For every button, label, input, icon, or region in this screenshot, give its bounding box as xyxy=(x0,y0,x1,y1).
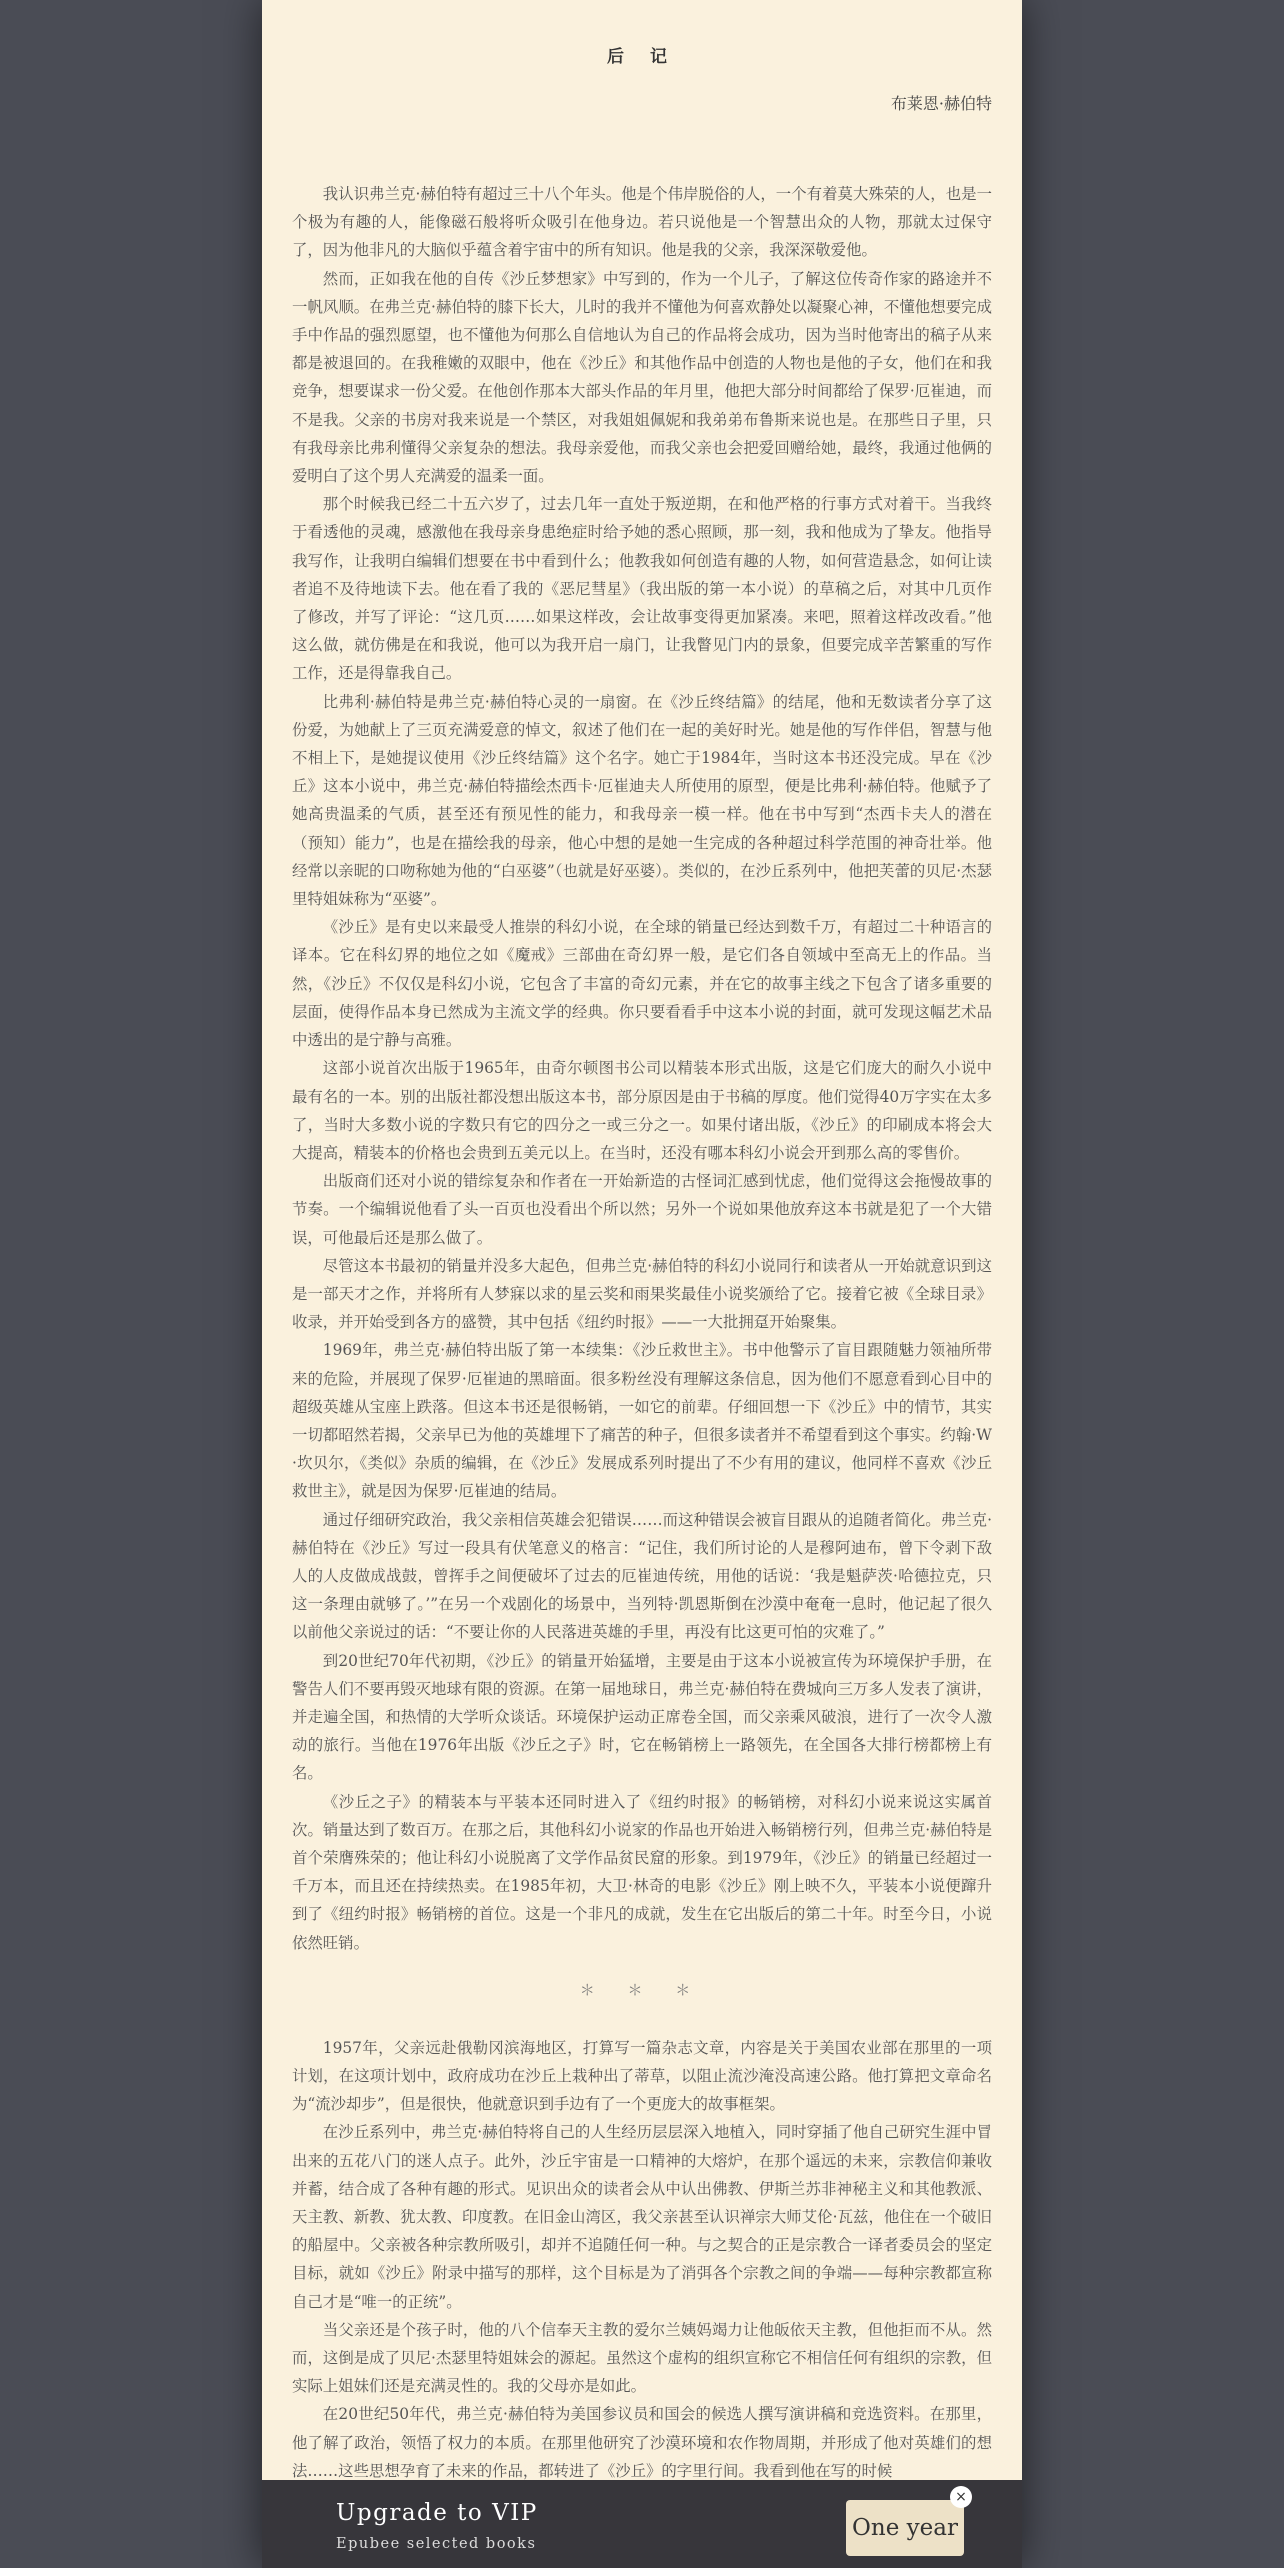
chapter-author: 布莱恩·赫伯特 xyxy=(890,94,992,113)
paragraph: 到20世纪70年代初期，《沙丘》的销量开始猛增，主要是由于这本小说被宣传为环境保护手册，在警告人们不要再毁灭地球有限的资源。在第一届地球日，弗兰克·赫伯特在费城向三万多人发表了演讲，并走遍全国，和热情的大学听众谈话。环境保护运动正席卷全国，而父亲乘风破浪，进行了一次令人激动的旅行。当他在1976年出版《沙丘之子》时，它在畅销榜上一路领先，在全国各大排行榜都榜上有名。 xyxy=(292,1651,992,1783)
paragraph: 《沙丘之子》的精装本与平装本还同时进入了《纽约时报》的畅销榜，对科幻小说来说这实属首次。销量达到了数百万。在那之后，其他科幻小说家的作品也开始进入畅销榜行列，但弗兰克·赫伯特是首个荣膺殊荣的；他让科幻小说脱离了文学作品贫民窟的形象。到1979年，《沙丘》的销量已经超过一千万本，而且还在持续热卖。在1985年初，大卫·林奇的电影《沙丘》刚上映不久，平装本小说便蹿升到了《纽约时报》畅销榜的首位。这是一个非凡的成就，发生在它出版后的第二十年。时至今日，小说依然旺销。 xyxy=(292,1792,992,1952)
section-separator: ＊ ＊ ＊ xyxy=(579,1980,705,1999)
page-content xyxy=(292,0,992,2485)
close-icon[interactable]: × xyxy=(950,2486,972,2508)
paragraph: 比弗利·赫伯特是弗兰克·赫伯特心灵的一扇窗。在《沙丘终结篇》的结尾，他和无数读者分享了这份爱，为她献上了三页充满爱意的悼文，叙述了他们在一起的美好时光。她是他的写作伴侣，智慧与他不相上下，是她提议使用《沙丘终结篇》这个名字。她亡于1984年，当时这本书还没完成。早在《沙丘》这本小说中，弗兰克·赫伯特描绘杰西卡·厄崔迪夫人所使用的原型，便是比弗利·赫伯特。他赋予了她高贵温柔的气质，甚至还有预见性的能力，和我母亲一模一样。他在书中写到“杰西卡夫人的潜在（预知）能力”，也是在描绘我的母亲，他心中想的是她一生完成的各种超过科学范围的神奇壮举。他经常以亲昵的口吻称她为他的“白巫婆”（也就是好巫婆）。类似的，在沙丘系列中，他把芙蕾的贝尼·杰瑟里特姐妹称为“巫婆”。 xyxy=(292,692,992,909)
paragraph: 尽管这本书最初的销量并没多大起色，但弗兰克·赫伯特的科幻小说同行和读者从一开始就意识到这是一部天才之作，并将所有人梦寐以求的星云奖和雨果奖最佳小说奖颁给了它。接着它被《全球目录》收录，并开始受到各方的盛赞，其中包括《纽约时报》——一大批拥趸开始聚集。 xyxy=(292,1256,992,1332)
one-year-button[interactable]: One year xyxy=(846,2500,964,2556)
paragraph: 这部小说首次出版于1965年，由奇尔顿图书公司以精装本形式出版，这是它们庞大的耐久小说中最有名的一本。别的出版社都没想出版这本书，部分原因是由于书稿的厚度。他们觉得40万字实在太多了，当时大多数小说的字数只有它的四分之一或三分之一。如果付诸出版，《沙丘》的印刷成本将会大大提高，精装本的价格也会贵到五美元以上。在当时，还没有哪本科幻小说会开到那么高的零售价。 xyxy=(292,1059,992,1162)
paragraph: 当父亲还是个孩子时，他的八个信奉天主教的爱尔兰姨妈竭力让他皈依天主教，但他拒而不从。然而，这倒是成了贝尼·杰瑟里特姐妹会的源起。虽然这个虚构的组织宣称它不相信任何有组织的宗教，但实际上姐妹们还是充满灵性的。我的父母亦是如此。 xyxy=(292,2320,992,2396)
reader-page xyxy=(262,0,1022,2568)
paragraph: 那个时候我已经二十五六岁了，过去几年一直处于叛逆期，在和他严格的行事方式对着干。当我终于看透他的灵魂，感激他在我母亲身患绝症时给予她的悉心照顾，那一刻，我和他成为了挚友。他指导我写作，让我明白编辑们想要在书中看到什么；他教我如何创造有趣的人物，如何营造悬念，如何让读者追不及待地读下去。他在看了我的《恶尼彗星》（我出版的第一本小说）的草稿之后，对其中几页作了修改，并写了评论：“这几页……如果这样改，会让故事变得更加紧凑。来吧，照着这样改改看。”他这么做，就仿佛是在和我说，他可以为我开启一扇门，让我瞥见门内的景象，但要完成辛苦繁重的写作工作，还是得靠我自己。 xyxy=(292,495,992,683)
paragraph: 在沙丘系列中，弗兰克·赫伯特将自己的人生经历层层深入地植入，同时穿插了他自己研究生涯中冒出来的五花八门的迷人点子。此外，沙丘宇宙是一口精神的大熔炉，在那个遥远的未来，宗教信仰兼收并蓄，结合成了各种有趣的形式。见识出众的读者会从中认出佛教、伊斯兰苏非神秘主义和其他教派、天主教、新教、犹太教、印度教。在旧金山湾区，我父亲甚至认识禅宗大师艾伦·瓦兹，他住在一个破旧的船屋中。父亲被各种宗教所吸引，却并不追随任何一种。与之契合的正是宗教合一译者委员会的坚定目标，就如《沙丘》附录中描写的那样，这个目标是为了消弭各个宗教之间的争端——每种宗教都宣称自己才是“唯一的正统”。 xyxy=(292,2123,992,2311)
vip-subtitle: Epubee selected books xyxy=(336,2536,537,2552)
paragraph: 《沙丘》是有史以来最受人推崇的科幻小说，在全球的销量已经达到数千万，有超过二十种语言的译本。它在科幻界的地位之如《魔戒》三部曲在奇幻界一般，是它们各自领域中至高无上的作品。当然，《沙丘》不仅仅是科幻小说，它包含了丰富的奇幻元素，并在它的故事主线之下包含了诸多重要的层面，使得作品本身已然成为主流文学的经典。你只要看看手中这本小说的封面，就可发现这幅艺术品中透出的是宁静与高雅。 xyxy=(292,918,992,1050)
vip-upgrade-banner xyxy=(262,2480,1022,2568)
paragraph: 出版商们还对小说的错综复杂和作者在一开始新造的古怪词汇感到忧虑，他们觉得这会拖慢故事的节奏。一个编辑说他看了头一百页也没看出个所以然；另外一个说如果他放弃这本书就是犯了一个大错误，可他最后还是那么做了。 xyxy=(292,1172,992,1247)
chapter-title: 后 记 xyxy=(607,47,677,67)
paragraph: 然而，正如我在他的自传《沙丘梦想家》中写到的，作为一个儿子，了解这位传奇作家的路途并不一帆风顺。在弗兰克·赫伯特的膝下长大，儿时的我并不懂他为何喜欢静处以凝聚心神，不懂他想要完成手中作品的强烈愿望，也不懂他为何那么自信地认为自己的作品将会成功，因为当时他寄出的稿子从来都是被退回的。在我稚嫩的双眼中，他在《沙丘》和其他作品中创造的人物也是他的子女，他们在和我竞争，想要谋求一份父爱。在他创作那本大部头作品的年月里，他把大部分时间都给了保罗·厄崔迪，而不是我。父亲的书房对我来说是一个禁区，对我姐姐佩妮和我弟弟布鲁斯来说也是。在那些日子里，只有我母亲比弗利懂得父亲复杂的想法。我母亲爱他，而我父亲也会把爱回赠给她，最终，我通过他俩的爱明白了这个男人充满爱的温柔一面。 xyxy=(292,269,992,486)
paragraph: 1957年，父亲远赴俄勒冈滨海地区，打算写一篇杂志文章，内容是关于美国农业部在那里的一项计划，在这项计划中，政府成功在沙丘上栽种出了蒂草，以阻止流沙淹没高速公路。他打算把文章命名为“流沙却步”，但是很快，他就意识到手边有了一个更庞大的故事框架。 xyxy=(292,2038,992,2114)
section-two xyxy=(292,2034,992,2485)
chapter-body xyxy=(292,180,992,2485)
paragraph: 我认识弗兰克·赫伯特有超过三十八个年头。他是个伟岸脱俗的人，一个有着莫大殊荣的人，也是一个极为有趣的人，能像磁石般将听众吸引在他身边。若只说他是一个智慧出众的人物，那就太过保守了，因为他非凡的大脑似乎蕴含着宇宙中的所有知识。他是我的父亲，我深深敬爱他。 xyxy=(292,185,992,260)
paragraph: 1969年，弗兰克·赫伯特出版了第一本续集：《沙丘救世主》。书中他警示了盲目跟随魅力领袖所带来的危险，并展现了保罗·厄崔迪的黑暗面。很多粉丝没有理解这条信息，因为他们不愿意看到心目中的超级英雄从宝座上跌落。但这本书还是很畅销，一如它的前辈。仔细回想一下《沙丘》中的情节，其实一切都昭然若揭，父亲早已为他的英雄埋下了痛苦的种子，但很多读者并不希望看到这个事实。约翰·W·坎贝尔，《类似》杂质的编辑，在《沙丘》发展成系列时提出了不少有用的建议，他同样不喜欢《沙丘救世主》，就是因为保罗·厄崔迪的结局。 xyxy=(292,1341,992,1501)
section-one xyxy=(292,180,992,1957)
paragraph: 通过仔细研究政治，我父亲相信英雄会犯错误……而这种错误会被盲目跟从的追随者简化。弗兰克·赫伯特在《沙丘》写过一段具有伏笔意义的格言：“记住，我们所讨论的人是穆阿迪布，曾下令剥下敌人的人皮做成战鼓，曾挥手之间便破坏了过去的厄崔迪传统，用他的话说：‘我是魁萨茨·哈德拉克，只这一条理由就够了。’”在另一个戏剧化的场景中，当列特·凯恩斯倒在沙漠中奄奄一息时，他记起了很久以前他父亲说过的话：“不要让你的人民落进英雄的手里，再没有比这更可怕的灾难了。” xyxy=(292,1510,992,1642)
vip-title: Upgrade to VIP xyxy=(336,2500,538,2526)
paragraph: 在20世纪50年代，弗兰克·赫伯特为美国参议员和国会的候选人撰写演讲稿和竞选资料。在那里，他了解了政治，领悟了权力的本质。在那里他研究了沙漠环境和农作物周期，并形成了他对英雄们的想法……这些思想孕育了未来的作品，都转进了《沙丘》的字里行间。我看到他在写的时候 xyxy=(292,2405,992,2480)
